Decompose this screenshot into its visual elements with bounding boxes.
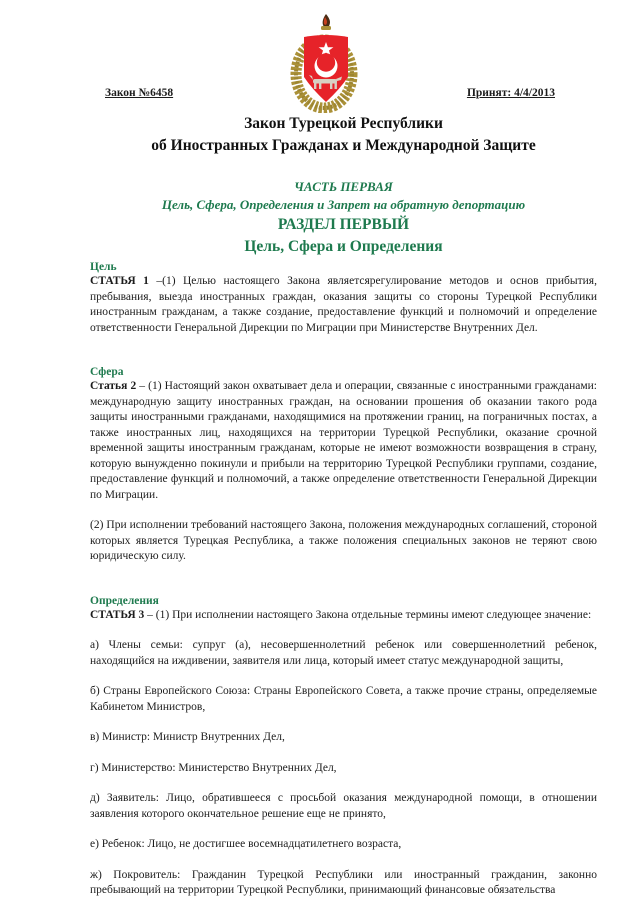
definition-item-v: в) Министр: Министр Внутренних Дел, <box>90 731 285 743</box>
law-number: Закон №6458 <box>105 87 174 99</box>
adoption-date: Принят: 4/4/2013 <box>466 87 555 99</box>
title-line-2: об Иностранных Гражданах и Международной Защите <box>151 137 536 154</box>
definition-item-g: г) Министерство: Министерство Внутренних Дел, <box>90 761 337 774</box>
section-heading: РАЗДЕЛ ПЕРВЫЙ <box>277 216 410 233</box>
article-2-paragraph <box>90 379 597 503</box>
definition-item-a: а) Члены семьи: супруг (а), несовершеннолетний ребенок или совершеннолетний ребенок, находящийся на иждивении, заявителя или лица, который имеет статус международной защиты, <box>90 639 597 667</box>
definitions-heading: Определения <box>90 594 159 607</box>
part-heading-block <box>90 178 597 258</box>
article-2-paragraph-2: (2) При исполнении требований настоящего Закона, положения международных соглашений, стороной которых является Турецкая Республика, а также положения специальных законов не теряют свою юридическую силу. <box>90 519 597 562</box>
article-3-paragraph <box>90 608 597 624</box>
article-2-label: Статья 2 <box>90 380 137 392</box>
article-1-paragraph <box>90 274 597 336</box>
part-heading: ЧАСТЬ ПЕРВАЯ <box>294 179 393 194</box>
section-subheading: Цель, Сфера и Определения <box>244 238 443 255</box>
article-2-text: – (1) Настоящий закон охватывает дела и операции, связанные с иностранными гражданами: международную защиту иностранных граждан, на основании прошения об оказании такого рода защиты иностранными гражданами, находящимися на протяжении границ, на пограничных постах, а также иностранных лиц, находящихся на территории Турецкой Республики, оказание срочной временной защиты иностранным гражданам, которые не имеют возможности возвращения в страну, которую вынужденно покинули и прибыли на территорию Турецкой Республики группами, создание, предоставление функций и полномочий, а также определение ответственности Генеральной Дирекции по Миграции. <box>90 380 597 501</box>
article-1-label: СТАТЬЯ 1 <box>90 275 149 287</box>
part-subheading: Цель, Сфера, Определения и Запрет на обратную депортацию <box>161 197 526 212</box>
goal-heading: Цель <box>90 261 117 273</box>
article-3-text: – (1) При исполнении настоящего Закона отдельные термины имеют следующее значение: <box>144 608 592 621</box>
definition-item-b: б) Страны Европейского Союза: Страны Европейского Совета, а также прочие страны, определяемые Кабинетом Министров, <box>90 685 597 713</box>
article-1-text: –(1) Целью настоящего Закона являетсярегулирование методов и основ прибытия, пребывания, выезда иностранных граждан, оказания защиты со стороны Турецкой Республики иностранным гражданам, а также создание, предоставление функций и полномочий и определение ответственности Генеральной Дирекции по Миграции при Министерстве Внутренних Дел. <box>90 275 597 334</box>
definition-item-e: е) Ребенок: Лицо, не достигшее восемнадцатилетнего возраста, <box>90 838 402 850</box>
article-3-label: СТАТЬЯ 3 <box>90 608 145 621</box>
document-header-row <box>90 87 597 99</box>
scope-heading: Сфера <box>90 366 124 378</box>
document-content <box>90 0 597 899</box>
title-line-1: Закон Турецкой Республики <box>244 115 443 132</box>
definition-item-zh: ж) Покровитель: Гражданин Турецкой Республики или иностранный гражданин, законно пребывающий на территории Турецкой Республики, принимающий финансовые обязательства <box>90 868 597 896</box>
definition-item-d: д) Заявитель: Лицо, обратившееся с просьбой оказания международной помощи, в отношении заявления которого окончательное решение еще не принято, <box>90 792 597 820</box>
document-title <box>90 113 597 157</box>
